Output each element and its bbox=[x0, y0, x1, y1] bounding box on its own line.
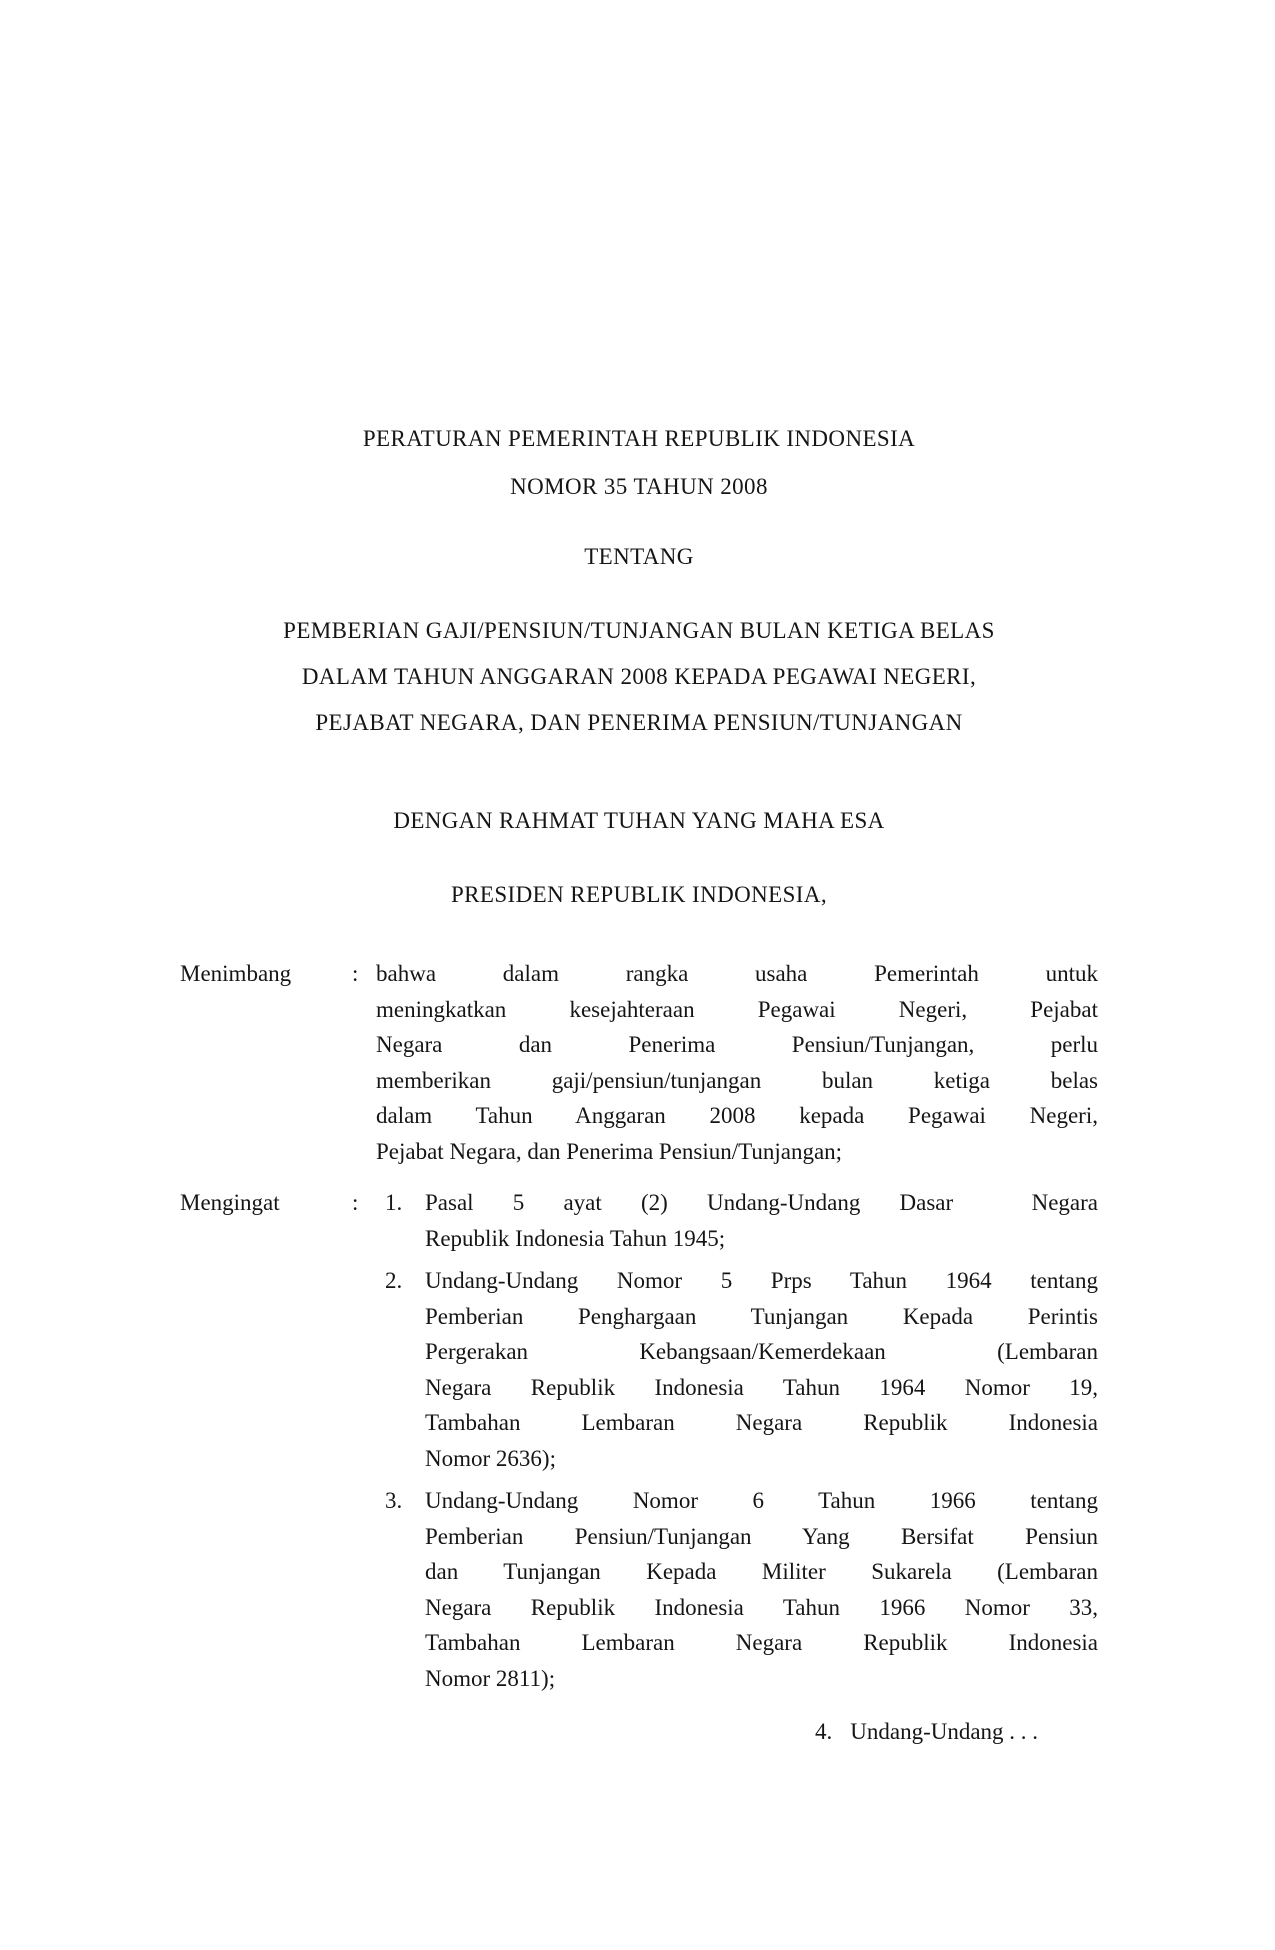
legal-basis-item bbox=[385, 1263, 1098, 1476]
menimbang-paragraph bbox=[376, 956, 1098, 1169]
menimbang-label: Menimbang bbox=[180, 961, 292, 986]
item-text bbox=[425, 1263, 1098, 1476]
text-line: dan Tunjangan Kepada Militer Sukarela (Lembaran bbox=[425, 1559, 1098, 1584]
item-text bbox=[425, 1483, 1098, 1696]
text-line: Undang-Undang Nomor 5 Prps Tahun 1964 tentang bbox=[425, 1268, 1098, 1293]
item-number: 1. bbox=[385, 1190, 403, 1215]
text-line: Nomor 2811); bbox=[425, 1665, 556, 1691]
text-line: Negara Republik Indonesia Tahun 1966 Nomor 33, bbox=[425, 1594, 1098, 1620]
catchword bbox=[815, 1717, 1038, 1747]
subject-line-1: PEMBERIAN GAJI/PENSIUN/TUNJANGAN BULAN KETIGA BELAS bbox=[283, 618, 995, 643]
text-line: Undang-Undang Nomor 6 Tahun 1966 tentang bbox=[425, 1488, 1098, 1513]
item-text bbox=[425, 1185, 1098, 1256]
text-line: Pasal 5 ayat (2) Undang-Undang Dasar Negara bbox=[425, 1190, 1098, 1215]
text-line: Pemberian Pensiun/Tunjangan Yang Bersifat Pensiun bbox=[425, 1523, 1098, 1549]
item-number: 3. bbox=[385, 1488, 403, 1513]
doc-number-line: NOMOR 35 TAHUN 2008 bbox=[510, 474, 768, 499]
text-line: Tambahan Lembaran Negara Republik Indonesia bbox=[425, 1410, 1098, 1435]
text-line: Tambahan Lembaran Negara Republik Indonesia bbox=[425, 1630, 1098, 1655]
text-line: Negara Republik Indonesia Tahun 1964 Nomor 19, bbox=[425, 1374, 1098, 1400]
menimbang-line: bahwa dalam rangka usaha Pemerintah untuk bbox=[376, 961, 1098, 986]
subject-line-2: DALAM TAHUN ANGGARAN 2008 KEPADA PEGAWAI NEGERI, bbox=[301, 664, 977, 689]
menimbang-line: memberikan gaji/pensiun/tunjangan bulan ketiga belas bbox=[376, 1067, 1098, 1093]
text-line: Pergerakan Kebangsaan/Kemerdekaan (Lembaran bbox=[425, 1339, 1098, 1364]
subject-line-3: PEJABAT NEGARA, DAN PENERIMA PENSIUN/TUNJANGAN bbox=[315, 710, 963, 735]
doc-title-line-1: PERATURAN PEMERINTAH REPUBLIK INDONESIA bbox=[362, 426, 916, 451]
catchword-text: Undang-Undang . . . bbox=[850, 1719, 1039, 1744]
menimbang-line: meningkatkan kesejahteraan Pegawai Negeri, Pejabat bbox=[376, 996, 1098, 1022]
catchword-number: 4. bbox=[815, 1719, 833, 1744]
legal-basis-item bbox=[385, 1483, 1098, 1696]
item-number: 2. bbox=[385, 1268, 403, 1293]
mengingat-colon: : bbox=[352, 1190, 359, 1215]
menimbang-line: Negara dan Penerima Pensiun/Tunjangan, perlu bbox=[376, 1032, 1098, 1057]
legal-basis-list bbox=[385, 1185, 1098, 1696]
menimbang-colon: : bbox=[352, 961, 359, 986]
authority-line: PRESIDEN REPUBLIK INDONESIA, bbox=[450, 882, 827, 907]
text-line: Pemberian Penghargaan Tunjangan Kepada Perintis bbox=[425, 1303, 1098, 1329]
invocation-line: DENGAN RAHMAT TUHAN YANG MAHA ESA bbox=[393, 808, 885, 833]
text-line: Republik Indonesia Tahun 1945; bbox=[425, 1225, 726, 1251]
menimbang-line: Pejabat Negara, dan Penerima Pensiun/Tunjangan; bbox=[376, 1138, 843, 1164]
mengingat-label: Mengingat bbox=[180, 1190, 280, 1215]
text-line: Nomor 2636); bbox=[425, 1445, 556, 1471]
legal-basis-item bbox=[385, 1185, 1098, 1256]
menimbang-line: dalam Tahun Anggaran 2008 kepada Pegawai Negeri, bbox=[376, 1103, 1098, 1128]
tentang-heading: TENTANG bbox=[584, 544, 694, 569]
